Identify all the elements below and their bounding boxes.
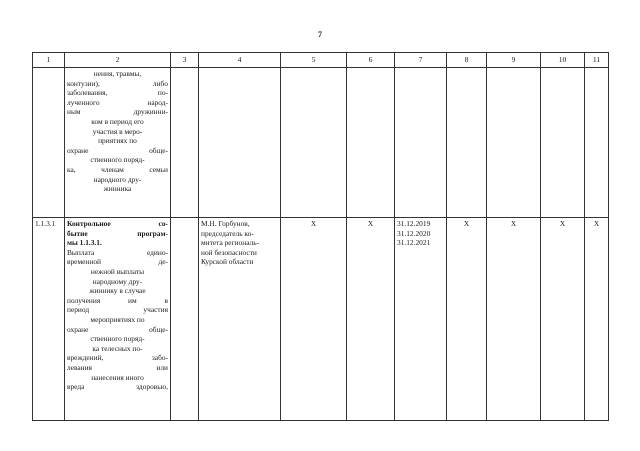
text-line: контузии), либо — [67, 78, 168, 88]
header-cell: 3 — [171, 53, 199, 68]
text-line: получения им в — [67, 295, 168, 305]
text-line: ка телесных по- — [92, 343, 143, 353]
col5-value: Х — [281, 218, 347, 421]
table-cell — [395, 68, 447, 218]
text-line: охране обще- — [67, 145, 168, 155]
continued-description-cell — [65, 68, 171, 218]
table-cell — [281, 68, 347, 218]
text-line: жиннику в случае — [89, 286, 146, 296]
header-row — [33, 53, 609, 68]
col11-value: Х — [585, 218, 609, 421]
event-title-line: Контрольное со- — [67, 219, 168, 228]
text-line: приятиях по — [98, 136, 137, 146]
header-cell: 1 — [33, 53, 65, 68]
executor-line: митета региональ- — [201, 238, 260, 248]
text-line: заболевания, по- — [67, 88, 168, 98]
executor-line: ной безопасности — [201, 247, 257, 257]
table-cell — [347, 68, 395, 218]
table-cell — [171, 68, 199, 218]
header-cell: 2 — [65, 53, 171, 68]
text-line: ком в период его — [91, 116, 144, 126]
text-line: народному дру- — [92, 276, 143, 286]
event-title-line: мы 1.1.3.1. — [67, 238, 102, 248]
continuation-row — [33, 68, 609, 218]
text-line: ственного поряд- — [90, 155, 145, 165]
text-line: период участия — [67, 305, 168, 315]
text-line: левания или — [67, 362, 168, 372]
table-cell — [585, 68, 609, 218]
row-number: 1.1.3.1 — [33, 218, 65, 421]
col10-value: Х — [541, 218, 585, 421]
date-value: 31.12.2020 — [397, 228, 431, 238]
date-value: 31.12.2021 — [397, 238, 431, 248]
event-title-line: бытие програм- — [67, 228, 168, 238]
header-cell: 11 — [585, 53, 609, 68]
table-cell — [171, 218, 199, 421]
text-line: участия в меро- — [92, 126, 143, 136]
text-line: мероприятиях по — [90, 314, 145, 324]
table-cell — [541, 68, 585, 218]
program-table — [32, 52, 609, 421]
executor-line: председатель ко- — [201, 228, 254, 238]
table-cell — [33, 68, 65, 218]
col9-value: Х — [487, 218, 541, 421]
text-line: нанесения иного — [91, 372, 144, 382]
header-cell: 4 — [199, 53, 281, 68]
date-value: 31.12.2019 — [397, 219, 431, 228]
text-line: охране обще- — [67, 324, 168, 334]
text-line: лученного народ- — [67, 97, 168, 107]
text-line: жинника — [103, 184, 132, 194]
text-line: вреда здоровью, — [67, 382, 168, 392]
event-description-cell — [65, 218, 171, 421]
header-cell: 5 — [281, 53, 347, 68]
table-cell — [487, 68, 541, 218]
text-line: вреждений, забо- — [67, 353, 168, 363]
text-line: нежной выплаты — [90, 266, 145, 276]
header-cell: 10 — [541, 53, 585, 68]
header-cell: 8 — [447, 53, 487, 68]
executor-line: М.Н. Горбунов, — [201, 219, 250, 228]
page-number: 7 — [318, 30, 322, 39]
executor-cell — [199, 218, 281, 421]
col6-value: Х — [347, 218, 395, 421]
text-line: временной де- — [67, 257, 168, 267]
text-line: Выплата едино- — [67, 247, 168, 257]
executor-line: Курской области — [201, 257, 254, 267]
text-line: ственного поряд- — [90, 334, 145, 344]
col8-value: Х — [447, 218, 487, 421]
text-line: ка, членам семьи — [67, 164, 168, 174]
text-line: нения, травмы, — [93, 69, 142, 78]
dates-cell — [395, 218, 447, 421]
text-line: ным дружинни- — [67, 107, 168, 117]
header-cell: 7 — [395, 53, 447, 68]
table-cell — [447, 68, 487, 218]
text-line: народного дру- — [93, 174, 142, 184]
header-cell: 9 — [487, 53, 541, 68]
header-cell: 6 — [347, 53, 395, 68]
event-row — [33, 218, 609, 421]
table-cell — [199, 68, 281, 218]
